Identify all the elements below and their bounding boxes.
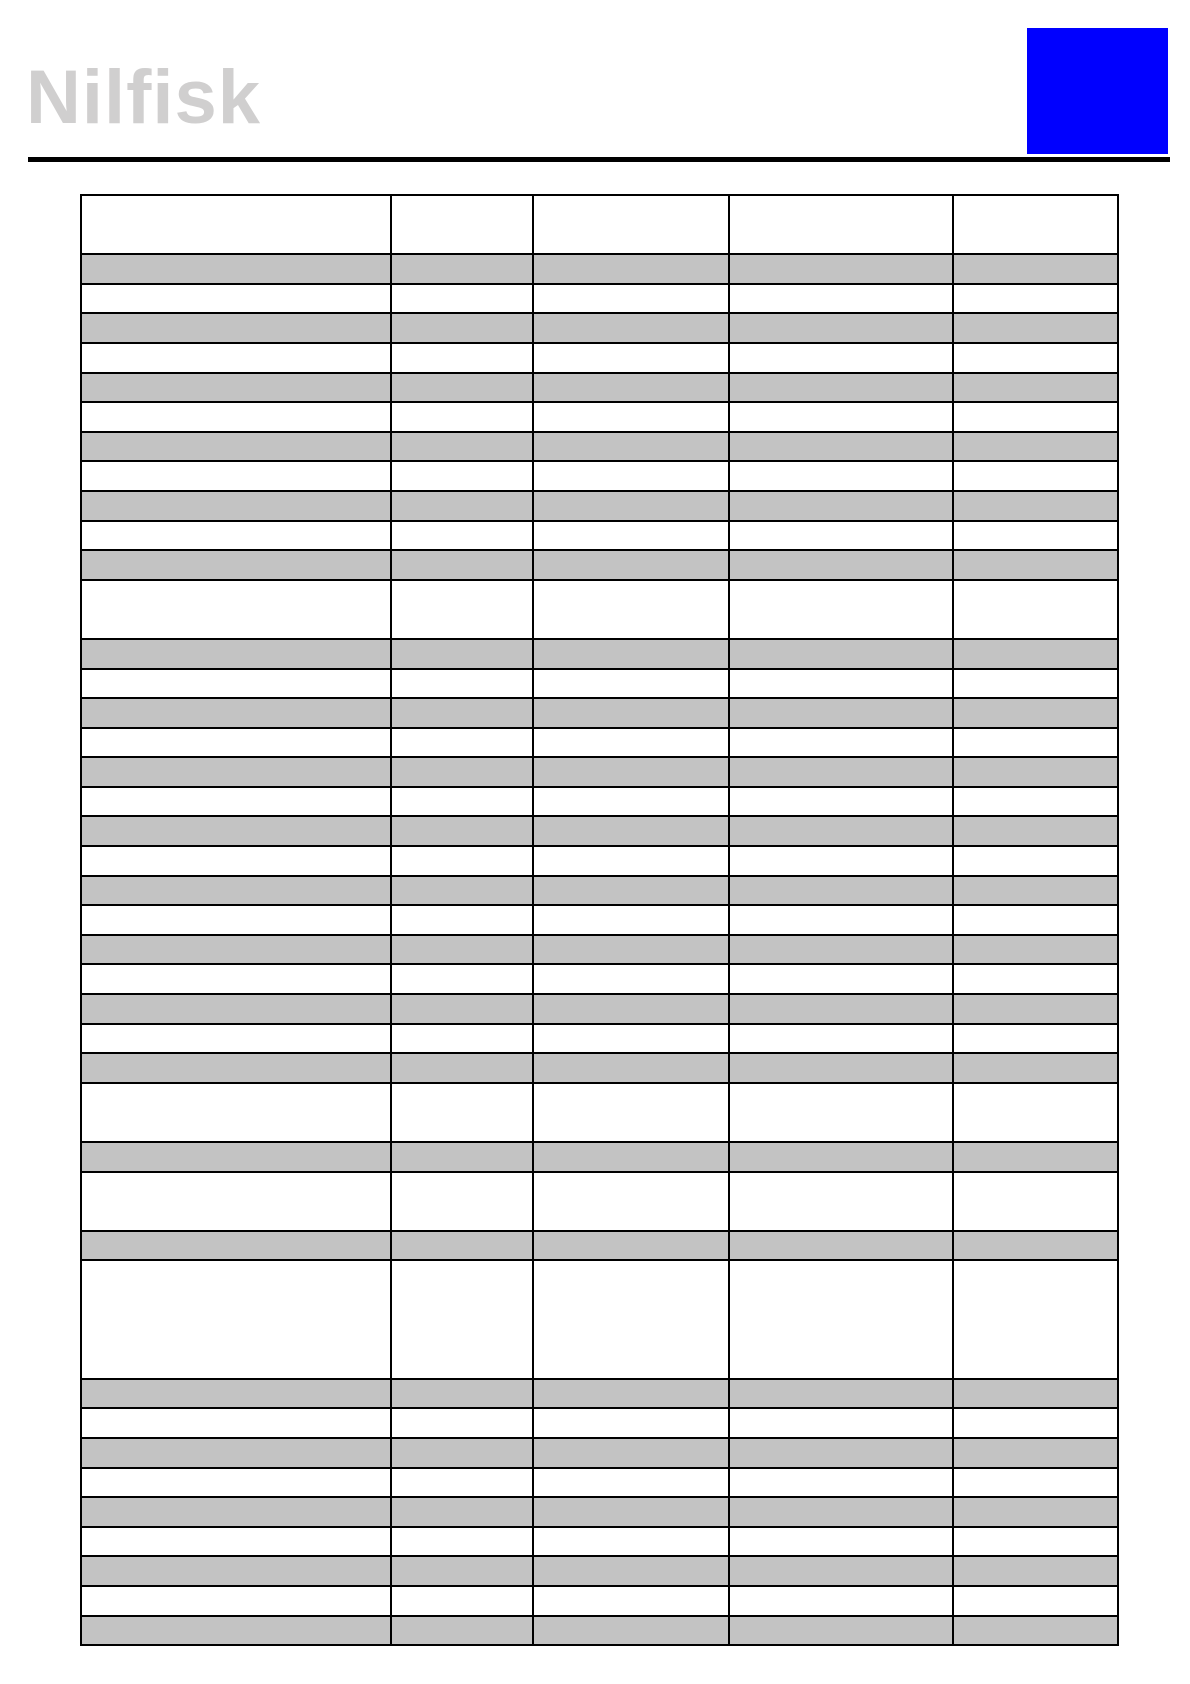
table-cell [533,639,729,669]
table-cell [729,1556,953,1586]
table-cell [81,1527,391,1557]
table-cell [391,521,533,551]
table-cell [533,698,729,728]
table-row [81,757,1118,787]
table-cell [81,284,391,314]
table-row [81,1231,1118,1261]
table-cell [533,1616,729,1646]
table-cell [81,491,391,521]
table-cell [391,935,533,965]
table-cell [533,964,729,994]
table-cell [729,461,953,491]
table-cell [81,994,391,1024]
table-cell [953,1172,1118,1231]
table-cell [81,1083,391,1142]
table-cell [391,639,533,669]
table-row [81,1497,1118,1527]
table-cell [533,935,729,965]
table-cell [533,284,729,314]
table-cell [729,432,953,462]
table-cell [533,491,729,521]
table-cell [533,787,729,817]
table-row [81,1142,1118,1172]
table-cell [391,402,533,432]
table-cell [533,1053,729,1083]
table-cell [953,1053,1118,1083]
table-cell [533,1379,729,1409]
table-cell [533,876,729,906]
table-cell [953,1083,1118,1142]
table-cell [729,728,953,758]
table-cell [391,1556,533,1586]
table-cell [533,994,729,1024]
table-cell [953,698,1118,728]
table-cell [81,728,391,758]
table-cell [729,1231,953,1261]
table-cell [533,1556,729,1586]
table-cell [729,1497,953,1527]
table-cell [533,1142,729,1172]
table-cell [391,1024,533,1054]
table-cell [81,1408,391,1438]
table-cell [729,1172,953,1231]
table-cell [81,669,391,699]
table-row [81,284,1118,314]
table-cell [81,1379,391,1409]
spec-table [80,194,1119,1646]
table-row [81,402,1118,432]
table-cell [953,876,1118,906]
table-cell [391,313,533,343]
table-cell [729,935,953,965]
table-cell [953,669,1118,699]
table-row [81,964,1118,994]
table-cell [729,787,953,817]
table-cell [953,432,1118,462]
table-cell [391,1497,533,1527]
table-cell [729,1527,953,1557]
table-cell [533,757,729,787]
table-cell [391,1438,533,1468]
table-cell [729,1468,953,1498]
table-cell [81,1438,391,1468]
table-cell [953,1142,1118,1172]
table-cell [953,1616,1118,1646]
table-cell [81,757,391,787]
table-cell [533,580,729,639]
table-cell [533,1438,729,1468]
table-cell [953,1024,1118,1054]
table-cell [729,757,953,787]
table-cell [533,254,729,284]
table-cell [729,195,953,254]
table-cell [81,313,391,343]
table-cell [729,698,953,728]
table-cell [81,343,391,373]
table-cell [953,1527,1118,1557]
table-cell [391,1586,533,1616]
table-cell [729,846,953,876]
table-cell [729,580,953,639]
table-cell [953,846,1118,876]
table-row [81,1527,1118,1557]
table-cell [81,402,391,432]
table-row [81,1468,1118,1498]
table-cell [391,1172,533,1231]
table-cell [533,521,729,551]
table-cell [953,757,1118,787]
table-cell [729,284,953,314]
table-row [81,550,1118,580]
table-cell [533,195,729,254]
table-cell [533,461,729,491]
table-cell [81,432,391,462]
table-cell [391,846,533,876]
table-cell [81,1231,391,1261]
table-cell [953,284,1118,314]
table-cell [953,816,1118,846]
table-cell [533,1083,729,1142]
table-cell [953,254,1118,284]
table-cell [729,1586,953,1616]
table-cell [81,461,391,491]
table-cell [533,550,729,580]
table-row [81,816,1118,846]
table-cell [953,195,1118,254]
table-cell [391,195,533,254]
table-cell [953,1497,1118,1527]
table-row [81,461,1118,491]
table-row [81,1616,1118,1646]
table-cell [81,1497,391,1527]
table-cell [81,964,391,994]
brand-logo: Nilfisk [26,55,262,140]
table-cell [533,1586,729,1616]
table-cell [953,491,1118,521]
table-cell [391,254,533,284]
table-cell [391,432,533,462]
table-row [81,1586,1118,1616]
table-cell [953,994,1118,1024]
table-cell [391,373,533,403]
table-cell [729,1438,953,1468]
table-cell [729,1616,953,1646]
table-cell [729,521,953,551]
table-cell [391,876,533,906]
table-cell [729,1142,953,1172]
table-cell [729,1379,953,1409]
table-cell [729,905,953,935]
table-cell [953,1586,1118,1616]
table-cell [391,1142,533,1172]
table-cell [953,521,1118,551]
table-row [81,905,1118,935]
table-cell [533,402,729,432]
table-cell [953,402,1118,432]
table-row [81,1172,1118,1231]
table-cell [953,1231,1118,1261]
table-cell [953,1438,1118,1468]
table-row [81,254,1118,284]
table-cell [953,313,1118,343]
table-cell [391,1379,533,1409]
table-cell [953,373,1118,403]
table-cell [81,1556,391,1586]
table-cell [391,994,533,1024]
table-cell [953,964,1118,994]
table-cell [81,580,391,639]
table-cell [729,669,953,699]
table-cell [953,1379,1118,1409]
table-cell [729,313,953,343]
table-row [81,1053,1118,1083]
table-cell [533,1260,729,1378]
table-cell [391,550,533,580]
table-row [81,1024,1118,1054]
table-row [81,1556,1118,1586]
table-cell [391,1527,533,1557]
table-cell [953,550,1118,580]
table-cell [81,1053,391,1083]
table-cell [391,343,533,373]
table-row [81,432,1118,462]
table-cell [729,994,953,1024]
table-row [81,876,1118,906]
table-cell [81,1142,391,1172]
table-row [81,787,1118,817]
table-row [81,1379,1118,1409]
table-cell [81,935,391,965]
table-cell [533,1231,729,1261]
table-cell [81,521,391,551]
table-cell [533,905,729,935]
table-cell [391,284,533,314]
table-cell [391,491,533,521]
table-cell [729,343,953,373]
table-cell [729,373,953,403]
table-cell [533,669,729,699]
table-row [81,373,1118,403]
table-cell [729,1260,953,1378]
table-cell [729,639,953,669]
table-cell [391,816,533,846]
table-cell [391,787,533,817]
table-cell [81,846,391,876]
table-row [81,1408,1118,1438]
table-cell [81,1024,391,1054]
table-cell [81,787,391,817]
table-cell [391,1616,533,1646]
table-row [81,935,1118,965]
table-cell [953,905,1118,935]
table-cell [81,195,391,254]
accent-block [1027,28,1168,154]
table-cell [81,550,391,580]
table-cell [391,698,533,728]
table-cell [729,550,953,580]
table-cell [953,580,1118,639]
table-cell [391,580,533,639]
table-cell [729,876,953,906]
table-cell [391,728,533,758]
table-cell [81,876,391,906]
table-row [81,580,1118,639]
table-cell [533,846,729,876]
table-cell [391,1231,533,1261]
table-header-row [81,195,1118,254]
table-cell [533,1527,729,1557]
table-cell [533,313,729,343]
table-cell [81,639,391,669]
table-row [81,728,1118,758]
table-row [81,313,1118,343]
table-cell [81,254,391,284]
table-row [81,698,1118,728]
table-row [81,1438,1118,1468]
table-cell [81,905,391,935]
table-row [81,1083,1118,1142]
table-cell [391,1083,533,1142]
table-cell [533,432,729,462]
table-row [81,343,1118,373]
table-cell [391,1053,533,1083]
table-row [81,491,1118,521]
table-cell [729,816,953,846]
table-cell [729,491,953,521]
table-cell [391,461,533,491]
table-cell [533,373,729,403]
table-cell [81,1172,391,1231]
table-row [81,639,1118,669]
table-cell [81,1468,391,1498]
table-cell [729,1053,953,1083]
spec-table-body [81,195,1118,1645]
table-row [81,521,1118,551]
table-cell [953,787,1118,817]
table-cell [533,1468,729,1498]
table-cell [81,816,391,846]
table-cell [81,1616,391,1646]
table-cell [391,905,533,935]
table-cell [953,461,1118,491]
table-cell [533,343,729,373]
table-cell [391,964,533,994]
table-cell [533,816,729,846]
table-cell [391,1260,533,1378]
table-cell [533,1172,729,1231]
table-cell [953,935,1118,965]
table-cell [391,669,533,699]
table-cell [953,343,1118,373]
table-cell [953,1260,1118,1378]
table-cell [81,1586,391,1616]
table-cell [953,1468,1118,1498]
table-cell [953,728,1118,758]
table-cell [729,1024,953,1054]
table-cell [953,1408,1118,1438]
table-cell [391,757,533,787]
table-cell [391,1468,533,1498]
table-row [81,1260,1118,1378]
table-row [81,669,1118,699]
table-cell [729,964,953,994]
table-cell [729,1408,953,1438]
table-cell [81,698,391,728]
table-cell [953,1556,1118,1586]
table-cell [533,728,729,758]
table-cell [533,1408,729,1438]
table-cell [729,1083,953,1142]
table-cell [391,1408,533,1438]
table-cell [533,1497,729,1527]
table-row [81,994,1118,1024]
header-divider [28,157,1170,162]
table-cell [953,639,1118,669]
table-cell [81,373,391,403]
table-cell [533,1024,729,1054]
table-cell [729,254,953,284]
table-row [81,846,1118,876]
table-cell [729,402,953,432]
table-cell [81,1260,391,1378]
